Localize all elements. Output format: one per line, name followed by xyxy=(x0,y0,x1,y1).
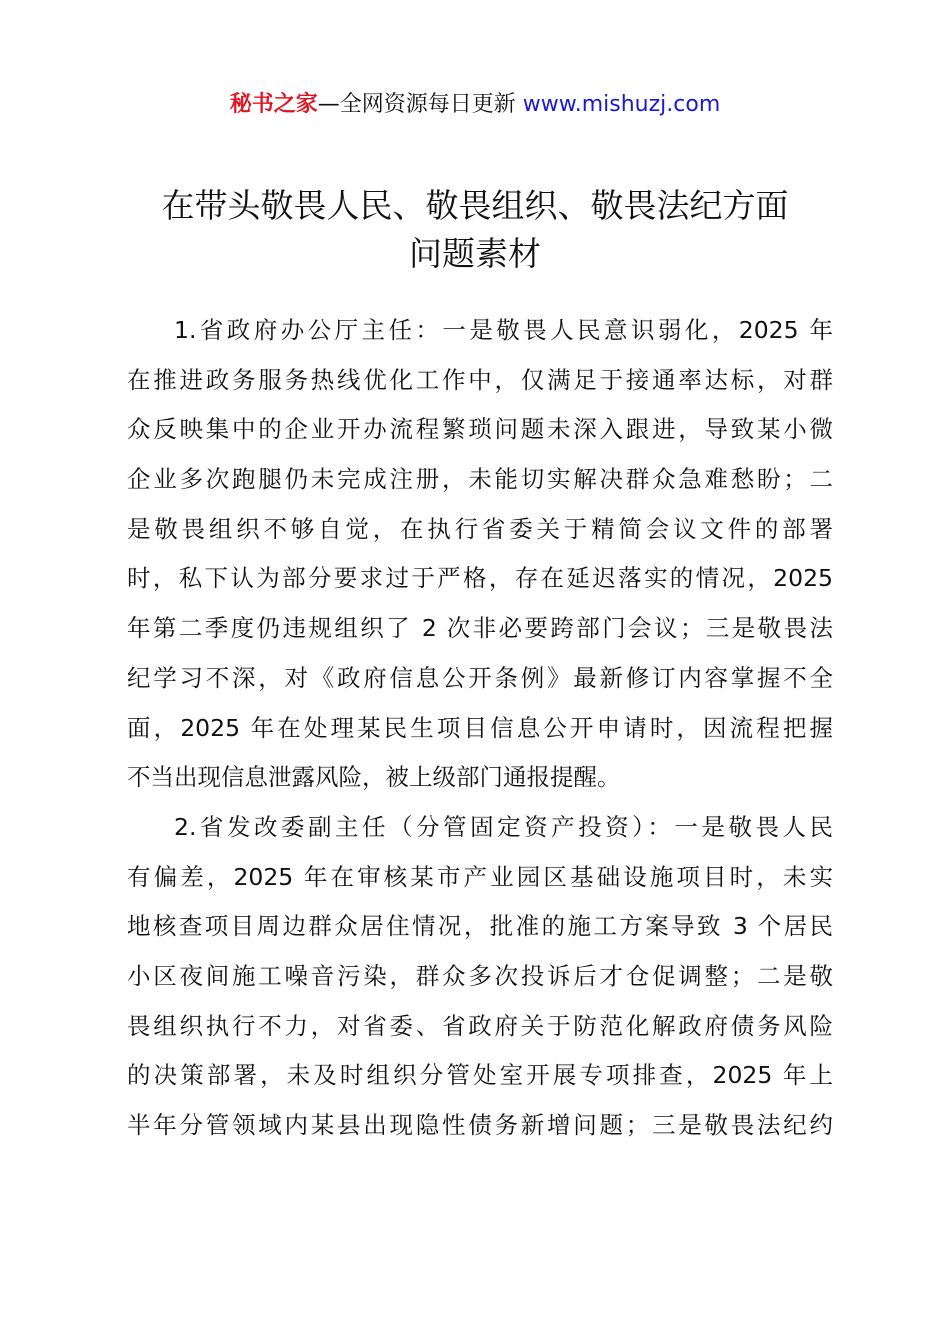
paragraph-line: 小区夜间施工噪音污染，群众多次投诉后才仓促调整；二是敬 xyxy=(127,961,833,990)
paragraph-line: 企业多次跑腿仍未完成注册，未能切实解决群众急难愁盼；二 xyxy=(127,465,833,494)
paragraph-line: 半年分管领域内某县出现隐性债务新增问题；三是敬畏法纪约 xyxy=(127,1111,833,1139)
paragraph-line: 的决策部署，未及时组织分管处室开展专项排查，2025 年上 xyxy=(127,1061,833,1090)
paragraph-line: 时，私下认为部分要求过于严格，存在延迟落实的情况，2025 xyxy=(127,564,833,593)
title-line: 在带头敬畏人民、敬畏组织、敬畏法纪方面 xyxy=(161,186,789,225)
paragraph-line: 众反映集中的企业开办流程繁琐问题未深入跟进，导致某小微 xyxy=(127,415,833,444)
paragraph-line: 2.省发改委副主任（分管固定资产投资）：一是敬畏人民 xyxy=(174,812,833,841)
site-brand: 秘书之家 xyxy=(229,92,318,117)
paragraph-line: 不当出现信息泄露风险，被上级部门通报提醒。 xyxy=(127,763,621,792)
paragraph-line: 地核查项目周边群众居住情况，批准的施工方案导致 3 个居民 xyxy=(127,912,833,941)
paragraph-2 xyxy=(127,803,833,1151)
document-body xyxy=(127,306,833,1151)
site-tagline: —全网资源每日更新 xyxy=(317,92,523,117)
paragraph-line: 是敬畏组织不够自觉，在执行省委关于精简会议文件的部署 xyxy=(127,514,833,543)
paragraph-line: 有偏差，2025 年在审核某市产业园区基础设施项目时，未实 xyxy=(127,862,833,891)
paragraph-line: 年第二季度仍违规组织了 2 次非必要跨部门会议；三是敬畏法 xyxy=(127,614,833,643)
site-header xyxy=(0,88,950,122)
paragraph-line: 面，2025 年在处理某民生项目信息公开申请时，因流程把握 xyxy=(127,713,833,742)
paragraph-1 xyxy=(127,306,833,803)
document-title xyxy=(0,182,950,278)
paragraph-line: 畏组织执行不力，对省委、省政府关于防范化解政府债务风险 xyxy=(127,1011,833,1040)
paragraph-line: 在推进政务服务热线优化工作中，仅满足于接通率达标，对群 xyxy=(127,365,833,394)
site-url[interactable]: www.mishuzj.com xyxy=(522,92,721,117)
paragraph-line: 纪学习不深，对《政府信息公开条例》最新修订内容掌握不全 xyxy=(127,663,833,692)
title-line: 问题素材 xyxy=(409,234,541,273)
paragraph-line: 1.省政府办公厅主任：一是敬畏人民意识弱化，2025 年 xyxy=(174,316,833,344)
